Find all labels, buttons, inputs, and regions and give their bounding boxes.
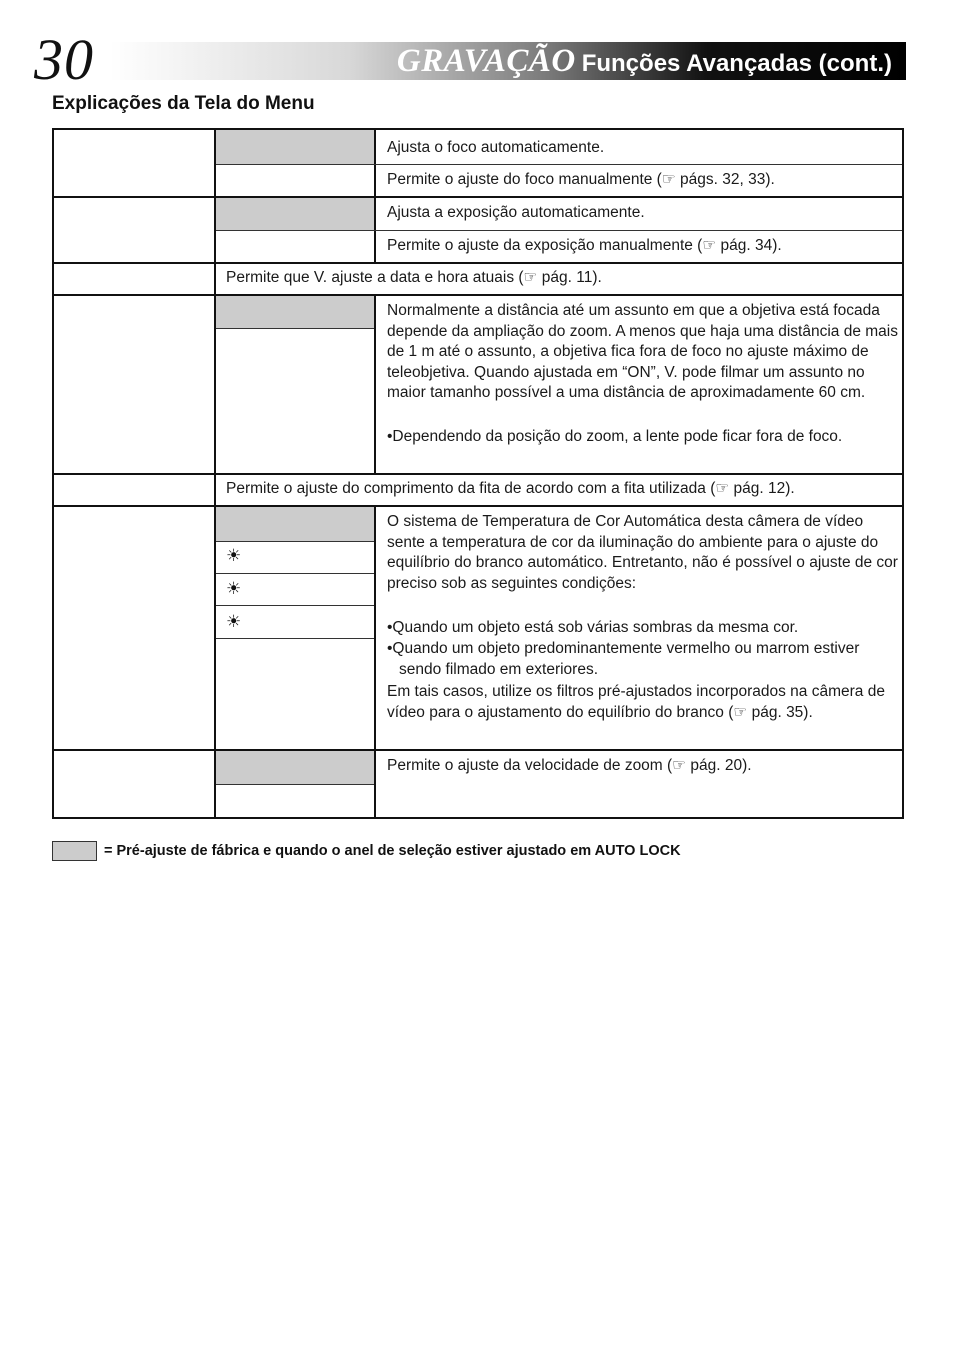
legend — [52, 841, 912, 863]
tele-macro-desc: Normalmente a distância até um assunto em que a objetiva está focada depende da ampliação do zoom. A menos que haja uma distância de mais de 1 m até o assunto, a objetiva fica fora de foco no ajuste máximo de teleobjetiva. Quando ajustada em “ON”, V. pode filmar um assunto no maior tamanho possível a uma distância de aproximadamente 60 cm. — [387, 302, 898, 401]
exposure-sub-divider — [216, 230, 902, 231]
legend-text: = Pré-ajuste de fábrica e quando o anel de seleção estiver ajustado em AUTO LOCK — [104, 843, 681, 859]
page-header — [30, 27, 906, 92]
sun-icon: ☀ — [226, 546, 242, 565]
white-balance-preset — [216, 507, 374, 541]
row-divider-1 — [54, 196, 902, 198]
white-balance-desc: O sistema de Temperatura de Cor Automática desta câmera de vídeo sente a temperatura de cor da iluminação do ambiente para o ajuste do equilíbrio do branco automático. Entretanto, não é possível o ajuste de cor preciso sob as seguintes condições: — [387, 513, 898, 592]
title-text — [397, 44, 892, 78]
wb-divider-1 — [216, 541, 374, 542]
tele-macro-preset — [216, 296, 374, 328]
divider-col-2b — [374, 295, 376, 473]
halogen-icon: ☀ — [226, 612, 242, 631]
wb-divider-3 — [216, 605, 374, 606]
menu-table — [52, 128, 904, 819]
row-divider-3 — [54, 294, 902, 296]
tele-macro-bullet: •Dependendo da posição do zoom, a lente pode ficar fora de foco. — [387, 428, 843, 445]
white-balance-note: Em tais casos, utilize os filtros pré-ajustados incorporados na câmera de vídeo para o ajustamento do equilíbrio do branco (☞ pág. 35). — [387, 683, 885, 721]
zoom-speed-desc: Permite o ajuste da velocidade de zoom (☞ pág. 20). — [387, 757, 752, 774]
page-number: 30 — [34, 27, 94, 92]
tele-macro-sub-divider — [216, 328, 374, 329]
exposure-manual-desc: Permite o ajuste da exposição manualmente (☞ pág. 34). — [387, 237, 782, 254]
focus-sub-divider — [216, 164, 902, 165]
row-divider-6 — [54, 749, 902, 751]
cloud-sun-icon: ☀ — [226, 579, 242, 598]
legend-swatch — [52, 841, 97, 861]
page-title: GRAVAÇÃO — [396, 43, 576, 79]
tape-length-desc: Permite o ajuste do comprimento da fita de acordo com a fita utilizada (☞ pág. 12). — [226, 480, 795, 497]
date-time-desc: Permite que V. ajuste a data e hora atuais (☞ pág. 11). — [226, 269, 602, 286]
wb-divider-4 — [216, 638, 374, 639]
white-balance-bullet-1: •Quando um objeto está sob várias sombras da mesma cor. — [387, 619, 799, 636]
row-divider-5 — [54, 505, 902, 507]
wb-divider-2 — [216, 573, 374, 574]
focus-auto-desc: Ajusta o foco automaticamente. — [387, 139, 605, 156]
white-balance-bullet-2: •Quando um objeto predominantemente vermelho ou marrom estiver sendo filmado em exteriores. — [387, 640, 860, 678]
title-bar — [110, 42, 906, 80]
zoom-speed-preset — [216, 751, 374, 784]
focus-auto-preset — [216, 130, 374, 164]
exposure-auto-preset — [216, 198, 374, 230]
zoom-speed-sub-divider — [216, 784, 374, 785]
section-title: Explicações da Tela do Menu — [52, 93, 315, 114]
row-divider-4 — [54, 473, 902, 475]
exposure-auto-desc: Ajusta a exposição automaticamente. — [387, 204, 645, 221]
page-subtitle: Funções Avançadas (cont.) — [581, 50, 892, 77]
row-divider-2 — [54, 262, 902, 264]
divider-col-2c — [374, 506, 376, 817]
focus-manual-desc: Permite o ajuste do foco manualmente (☞ págs. 32, 33). — [387, 171, 775, 188]
